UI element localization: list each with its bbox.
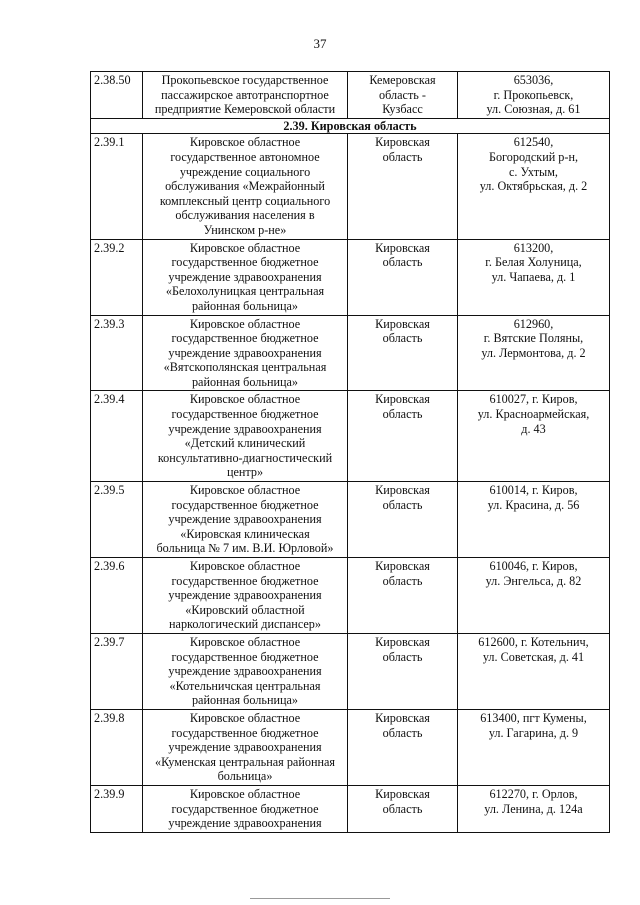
region: Кировская область [348,785,458,832]
region: Кировская область [348,482,458,558]
table-row [91,709,610,785]
row-number: 2.39.2 [91,239,143,315]
address: 612600, г. Котельнич, ул. Советская, д. 41 [458,633,610,709]
page-number: 37 [313,36,327,51]
row-number: 2.39.6 [91,558,143,634]
section-header-row [91,118,610,134]
address: 612540, Богородский р-н, с. Ухтым, ул. Октябрьская, д. 2 [458,134,610,239]
row-number: 2.38.50 [91,72,143,119]
table-row [91,72,610,119]
institution-name: Кировское областное государственное бюджетное учреждение здравоохранения «Кировский областной наркологический диспансер» [143,558,348,634]
table-row [91,315,610,391]
table-row [91,134,610,239]
address: 612960, г. Вятские Поляны, ул. Лермонтова, д. 2 [458,315,610,391]
region: Кировская область [348,391,458,482]
address: 612270, г. Орлов, ул. Ленина, д. 124а [458,785,610,832]
row-number: 2.39.8 [91,709,143,785]
table-row [91,239,610,315]
table-row [91,558,610,634]
address: 610046, г. Киров, ул. Энгельса, д. 82 [458,558,610,634]
region: Кировская область [348,315,458,391]
institution-name: Кировское областное государственное бюджетное учреждение здравоохранения «Котельничская центральная районная больница» [143,633,348,709]
row-number: 2.39.5 [91,482,143,558]
row-number: 2.39.1 [91,134,143,239]
scan-edge-line [250,898,390,899]
institution-name: Кировское областное государственное бюджетное учреждение здравоохранения «Вятскополянская центральная районная больница» [143,315,348,391]
institution-name: Прокопьевское государственное пассажирское автотранспортное предприятие Кемеровской области [143,72,348,119]
region: Кировская область [348,239,458,315]
institution-name: Кировское областное государственное бюджетное учреждение здравоохранения «Кировская клиническая больница № 7 им. В.И. Юрловой» [143,482,348,558]
row-number: 2.39.3 [91,315,143,391]
table-row [91,482,610,558]
address: 613200, г. Белая Холуница, ул. Чапаева, д. 1 [458,239,610,315]
institution-name: Кировское областное государственное бюджетное учреждение здравоохранения [143,785,348,832]
region: Кемеровская область - Кузбасс [348,72,458,119]
registry-table [90,71,610,833]
address: 610027, г. Киров, ул. Красноармейская, д. 43 [458,391,610,482]
row-number: 2.39.4 [91,391,143,482]
region: Кировская область [348,134,458,239]
table-row [91,633,610,709]
table-row [91,391,610,482]
address: 653036, г. Прокопьевск, ул. Союзная, д. 61 [458,72,610,119]
section-title: 2.39. Кировская область [91,118,610,134]
institution-name: Кировское областное государственное бюджетное учреждение здравоохранения «Белохолуницкая центральная районная больница» [143,239,348,315]
region: Кировская область [348,633,458,709]
address: 610014, г. Киров, ул. Красина, д. 56 [458,482,610,558]
row-number: 2.39.9 [91,785,143,832]
table-row [91,785,610,832]
institution-name: Кировское областное государственное бюджетное учреждение здравоохранения «Детский клинический консультативно-диагностический центр» [143,391,348,482]
region: Кировская область [348,558,458,634]
row-number: 2.39.7 [91,633,143,709]
institution-name: Кировское областное государственное бюджетное учреждение здравоохранения «Куменская центральная районная больница» [143,709,348,785]
institution-name: Кировское областное государственное автономное учреждение социального обслуживания «Межрайонный комплексный центр социального обслуживания населения в Унинском р-не» [143,134,348,239]
registry-table-body [91,72,610,833]
address: 613400, пгт Кумены, ул. Гагарина, д. 9 [458,709,610,785]
region: Кировская область [348,709,458,785]
